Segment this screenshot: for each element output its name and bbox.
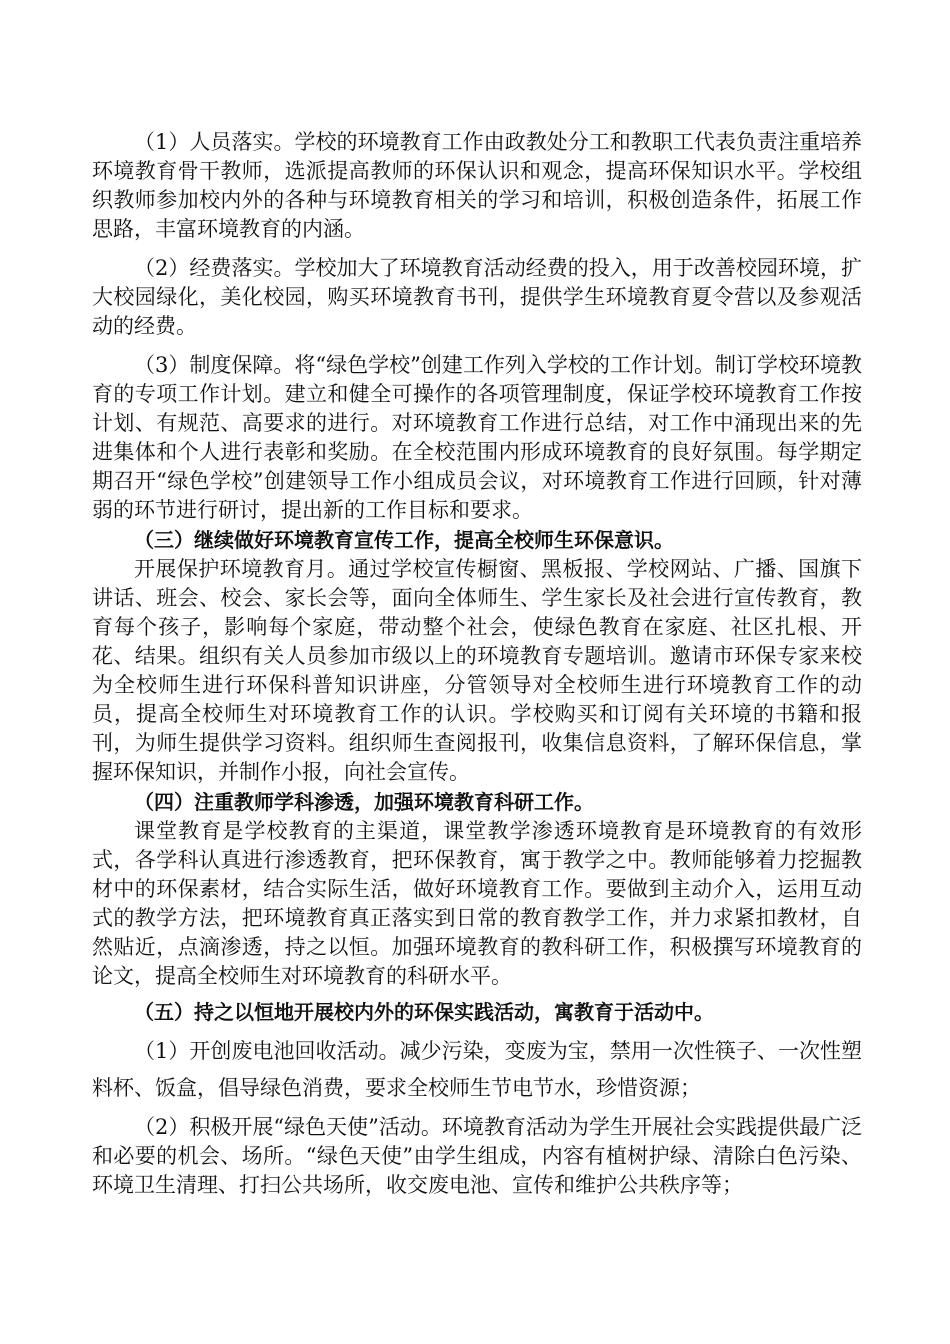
heading-section-4: （四）注重教师学科渗透，加强环境教育科研工作。 — [134, 790, 594, 814]
paragraph-publicity: 开展保护环境教育月。通过学校宣传橱窗、黑板报、学校网站、广播、国旗下讲话、班会、校会、家长会等，面向全体师生、学生家长及社会进行宣传教育，教育每个孩子，影响每个家庭，带动整个社会，使绿色教育在家庭、社区扎根、开花、结果。组织有关人员参加市级以上的环境教育专题培训。邀请市环保专家来校为全校师生进行环保科普知识讲座，分管领导对全校师生进行环境教育工作的动员，提高全校师生对环境教育工作的认识。学校购买和订阅有关环境的书籍和报刊，为师生提供学习资料。组织师生查阅报刊，收集信息资料，了解环保信息，掌握环保知识，并制作小报，向社会宣传。 — [92, 557, 862, 784]
paragraph-green-angel: （2）积极开展“绿色天使”活动。环境教育活动为学生开展社会实践提供最广泛和必要的机会、场所。“绿色天使”由学生组成，内容有植树护绿、清除白色污染、环境卫生清理、打扫公共场所，收交废电池、宣传和维护公共秩序等； — [92, 1115, 862, 1197]
heading-section-3: （三）继续做好环境教育宣传工作，提高全校师生环保意识。 — [134, 528, 674, 552]
heading-section-5: （五）持之以恒地开展校内外的环保实践活动，寓教育于活动中。 — [134, 1000, 714, 1024]
paragraph-funding: （2）经费落实。学校加大了环境教育活动经费的投入，用于改善校园环境，扩大校园绿化，美化校园，购买环境教育书刊，提供学生环境教育夏令营以及参观活动的经费。 — [92, 256, 862, 338]
paragraph-teaching: 课堂教育是学校教育的主渠道，课堂教学渗透环境教育是环境教育的有效形式，各学科认真进行渗透教育，把环保教育，寓于教学之中。教师能够着力挖掘教材中的环保素材，结合实际生活，做好环境教育工作。要做到主动介入，运用互动式的教学方法，把环境教育真正落实到日常的教育教学工作，并力求紧扣教材，自然贴近，点滴渗透，持之以恒。加强环境教育的教科研工作，积极撰写环境教育的论文，提高全校师生对环境教育的科研水平。 — [92, 819, 862, 988]
paragraph-system: （3）制度保障。将“绿色学校”创建工作列入学校的工作计划。制订学校环境教育的专项工作计划。建立和健全可操作的各项管理制度，保证学校环境教育工作按计划、有规范、高要求的进行。对环境教育工作进行总结，对工作中涌现出来的先进集体和个人进行表彰和奖励。在全校范围内形成环境教育的良好氛围。每学期定期召开“绿色学校”创建领导工作小组成员会议，对环境教育工作进行回顾，针对薄弱的环节进行研讨，提出新的工作目标和要求。 — [92, 353, 862, 522]
document-page — [92, 128, 862, 1200]
paragraph-battery: （1）开创废电池回收活动。减少污染，变废为宝，禁用一次性筷子、一次性塑料杯、饭盒，倡导绿色消费，要求全校师生节电节水，珍惜资源； — [92, 1039, 862, 1100]
paragraph-personnel: （1）人员落实。学校的环境教育工作由政教处分工和教职工代表负责注重培养环境教育骨干教师，选派提高教师的环保认识和观念，提高环保知识水平。学校组织教师参加校内外的各种与环境教育相关的学习和培训，积极创造条件，拓展工作思路，丰富环境教育的内涵。 — [92, 130, 862, 241]
